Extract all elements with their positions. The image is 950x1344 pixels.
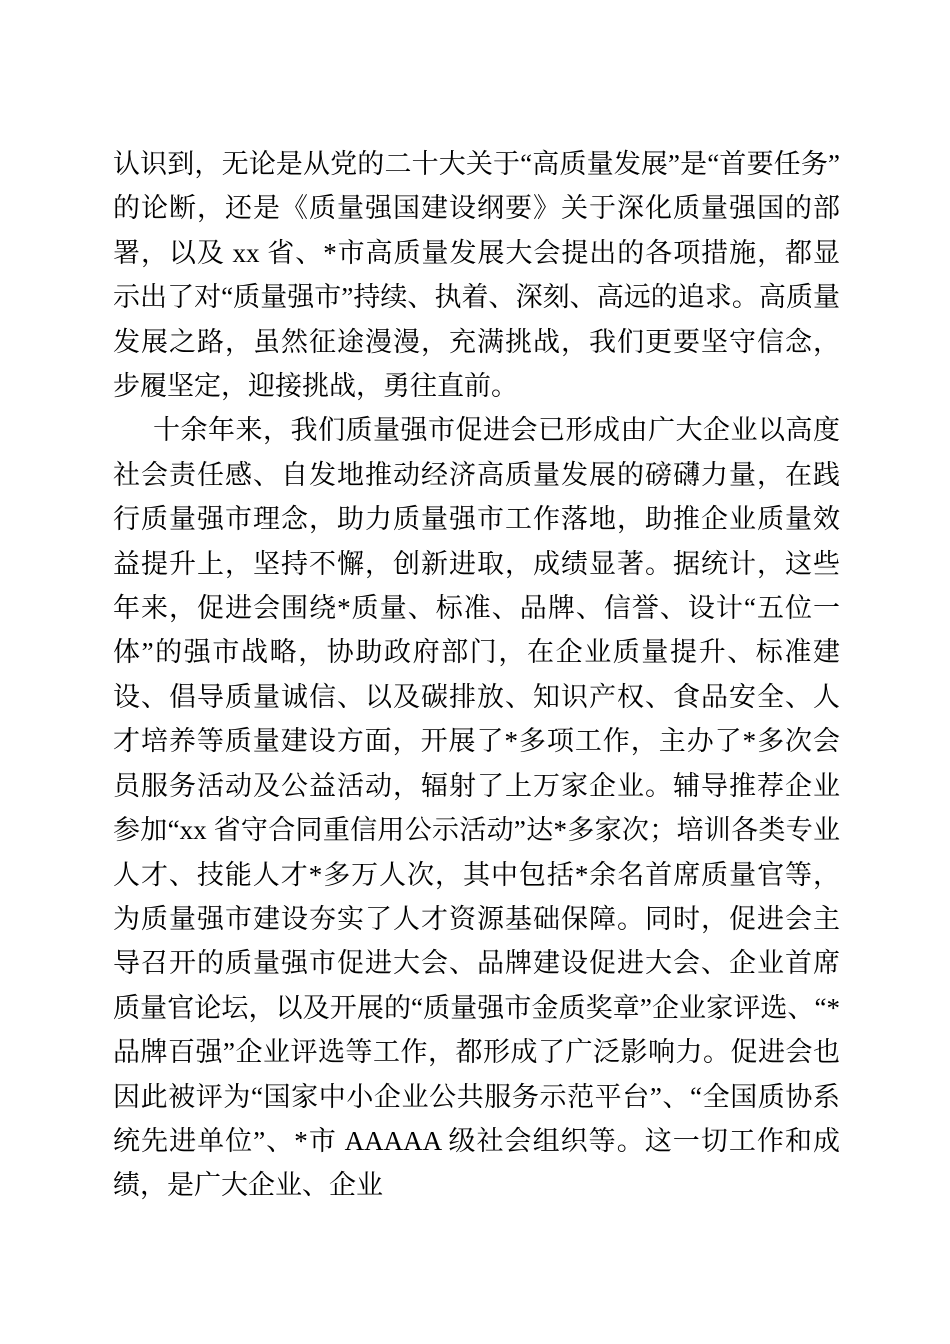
body-paragraph-2: 十余年来，我们质量强市促进会已形成由广大企业以高度社会责任感、自发地推动经济高质量发展的磅礴力量，在践行质量强市理念，助力质量强市工作落地，助推企业质量效益提升上，坚持不懈，创新进取，成绩显著。据统计，这些年来，促进会围绕*质量、标准、品牌、信誉、设计“五位一体”的强市战略，协助政府部门，在企业质量提升、标准建设、倡导质量诚信、以及碳排放、知识产权、食品安全、人才培养等质量建设方面，开展了*多项工作，主办了*多次会员服务活动及公益活动，辐射了上万家企业。辅导推荐企业参加“xx 省守合同重信用公示活动”达*多家次；培训各类专业人才、技能人才*多万人次，其中包括*余名首席质量官等，为质量强市建设夯实了人才资源基础保障。同时，促进会主导召开的质量强市促进大会、品牌建设促进大会、企业首席质量官论坛，以及开展的“质量强市金质奖章”企业家评选、“*品牌百强”企业评选等工作，都形成了广泛影响力。促进会也因此被评为“国家中小企业公共服务示范平台”、“全国质协系统先进单位”、*市 AAAAA 级社会组织等。这一切工作和成绩，是广大企业、企业	[113, 415, 840, 1201]
document-body	[113, 142, 840, 1208]
body-paragraph-1: 认识到，无论是从党的二十大关于“高质量发展”是“首要任务”的论断，还是《质量强国建设纲要》关于深化质量强国的部署，以及 xx 省、*市高质量发展大会提出的各项措施，都显示出了对“质量强市”持续、执着、深刻、高远的追求。高质量发展之路，虽然征途漫漫，充满挑战，我们更要坚守信念，步履坚定，迎接挑战，勇往直前。	[113, 149, 840, 402]
